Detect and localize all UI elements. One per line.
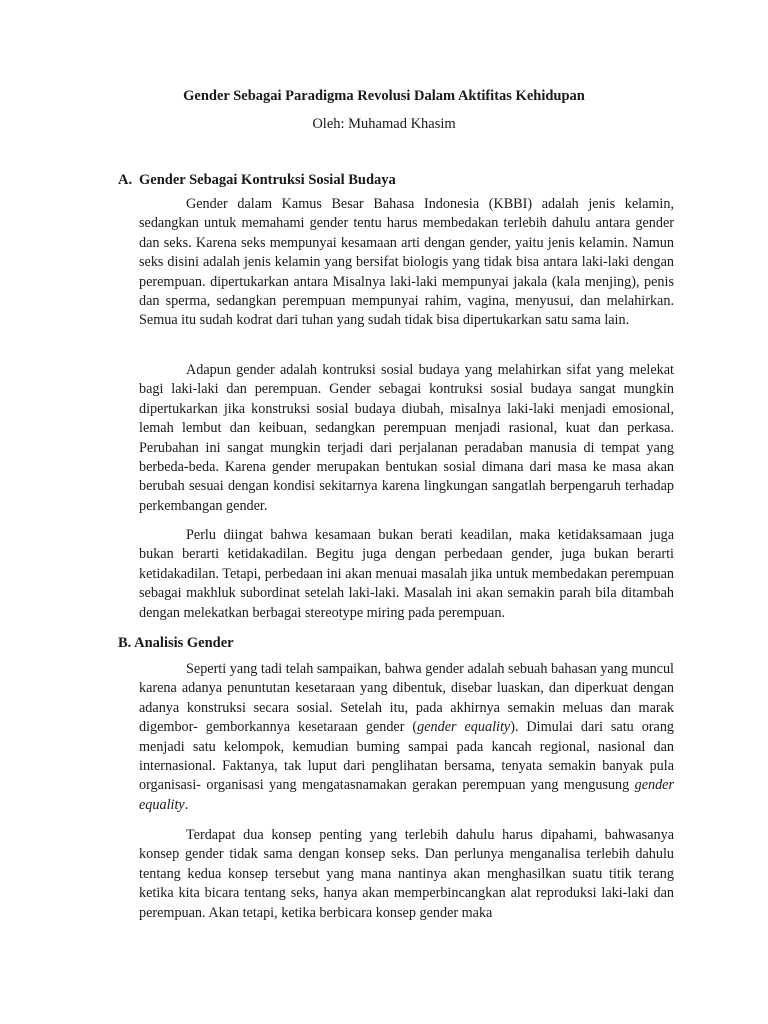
section-b-heading	[118, 633, 234, 653]
paragraph-text: ). Dimulai dari satu orang menjadi satu kelompok, kemudian buming sampai pada kancah regional, nasional dan internasional. Faktanya, tak luput dari penglihatan bersama, tenyata semakin banyak pula organisasi- organisasi yang mengatasnamakan gerakan perempuan yang mengusung	[139, 719, 675, 794]
paragraph-text: .	[184, 796, 189, 813]
section-b-title: Analisis Gender	[134, 635, 234, 651]
emphasis-gender-equality: gender equality	[417, 719, 511, 736]
section-a-paragraph-1: Gender dalam Kamus Besar Bahasa Indonesia (KBBI) adalah jenis kelamin, sedangkan untuk memahami gender tentu harus membedakan terlebih dahulu antara gender dan seks. Karena seks mempunyai kesamaan arti dengan gender, yaitu jenis kelamin. Namun seks disini adalah jenis kelamin yang bersifat biologis yang tidak bisa antara laki-laki dengan perempuan. dipertukarkan antara Misalnya laki-laki mempunyai jakala (kala menjing), penis dan sperma, sedangkan perempuan mempunyai rahim, vagina, menyusui, dan melahirkan. Semua itu sudah kodrat dari tuhan yang sudah tidak bisa dipertukarkan satu sama lain.	[139, 196, 674, 329]
section-a-title: Gender Sebagai Kontruksi Sosial Budaya	[139, 172, 396, 188]
section-a-paragraph-3: Perlu diingat bahwa kesamaan bukan berati keadilan, maka ketidaksamaan juga bukan berarti ketidakadilan. Begitu juga dengan perbedaan gender, juga bukan berarti ketidakadilan. Tetapi, perbedaan ini akan menuai masalah jika untuk membedakan perempuan sebagai makhluk subordinat setelah laki-laki. Masalah ini akan semakin parah bila ditambah dengan melekatkan berbagai stereotype miring pada perempuan.	[139, 527, 674, 621]
document-author: Oleh: Muhamad Khasim	[312, 116, 456, 132]
section-b-number: B.	[118, 635, 132, 651]
section-a-paragraph-2: Adapun gender adalah kontruksi sosial budaya yang melahirkan sifat yang melekat bagi laki-laki dan perempuan. Gender sebagai kontruksi sosial budaya sangat mungkin dipertukarkan jika konstruksi sosial budaya diubah, misalnya laki-laki menjadi emosional, lemah lembut dan keibuan, sedangkan perempuan menjadi rasional, kuat dan perkasa. Perubahan ini sangat mungkin terjadi dari perjalanan peradaban manusia di tempat yang berbeda-beda. Karena gender merupakan bentukan sosial dimana dari masa ke masa akan berubah sesuai dengan kondisi sekitarnya karena lingkungan sangatlah berpengaruh terhadap perkembangan gender.	[139, 362, 674, 514]
document-title: Gender Sebagai Paradigma Revolusi Dalam Aktifitas Kehidupan	[183, 88, 585, 104]
paragraph-text: Seperti yang tadi telah sampaikan, bahwa gender adalah sebuah bahasan yang muncul karena adanya penuntutan kesetaraan yang dibentuk, disebar luaskan, dan diperkuat dengan adanya konstruksi secara sosial. Setelah itu, pada akhirnya semakin meluas dan marak digembor- gemborkannya kesetaraan gender (	[139, 661, 674, 736]
section-a-heading	[118, 170, 396, 190]
section-b-paragraph-2: Terdapat dua konsep penting yang terlebih dahulu harus dipahami, bahwasanya konsep gender tidak sama dengan konsep seks. Dan perlunya menganalisa terlebih dahulu tentang kedua konsep tersebut yang mana nantinya akan menghasilkan suatu titik terang ketika kita bicara tentang seks, hanya akan memperbincangkan alat reproduksi laki-laki dan perempuan. Akan tetapi, ketika berbicara konsep gender maka	[139, 827, 674, 921]
emphasis-gender-equality: gender equality	[139, 777, 674, 813]
section-b-paragraph-1	[139, 660, 674, 815]
section-a-number: A.	[118, 172, 133, 188]
